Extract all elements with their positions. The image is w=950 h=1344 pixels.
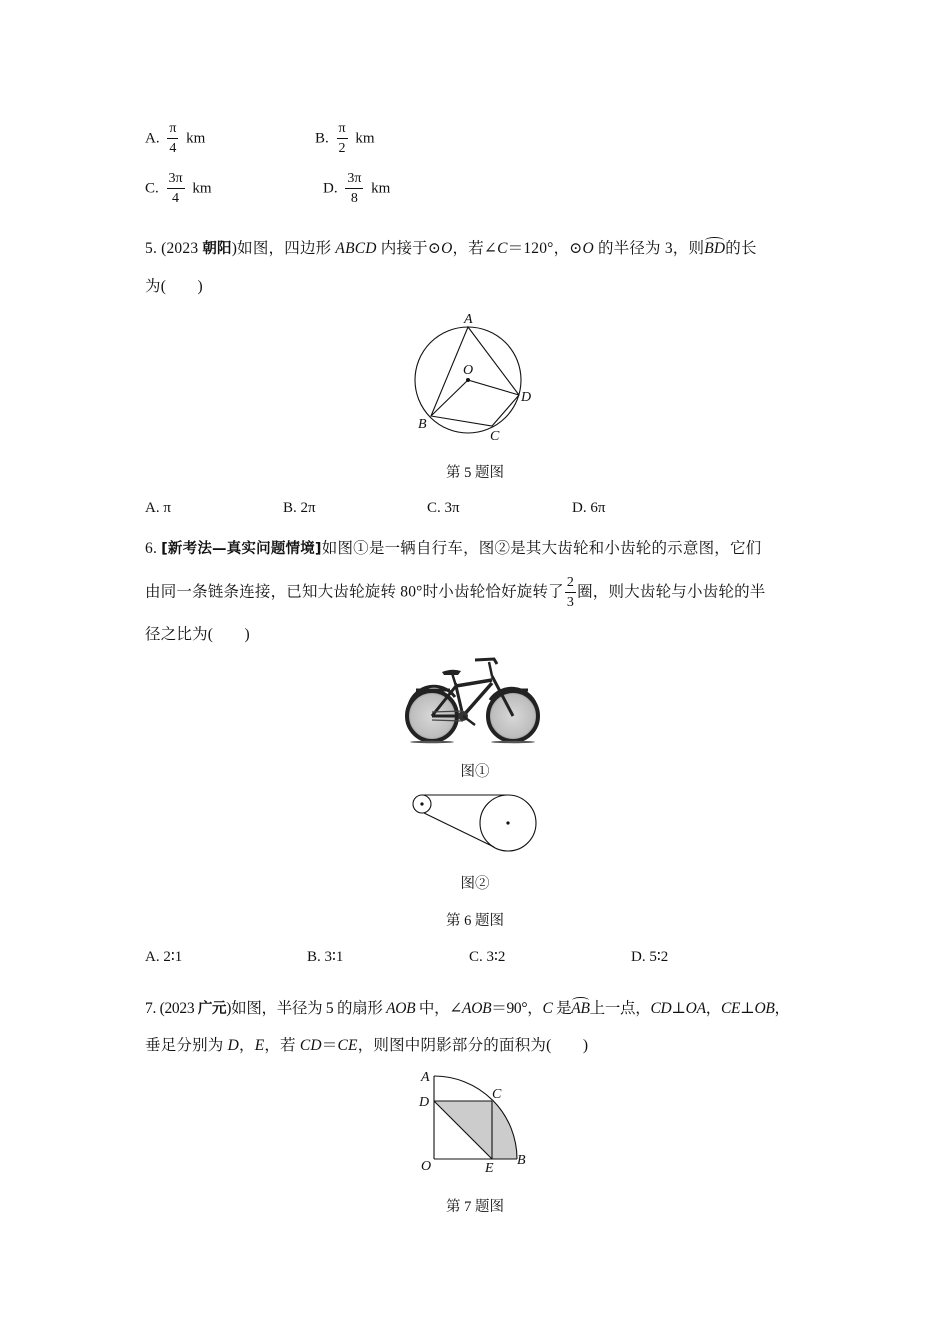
fraction: $\frac{\pi}{2}$ (338, 121, 346, 156)
label-c: C (492, 1087, 502, 1102)
q6-stem-line2: 由同一条链条连接，已知大齿轮旋转 80°时小齿轮恰好旋转了 $\frac{2}{3}$ 圈，则大齿轮与小齿轮的半 (145, 575, 766, 610)
q6-tag: [新考法—真实问题情境] (161, 541, 322, 557)
fraction: $\frac{3\pi}{4}$ (168, 171, 183, 206)
q6-option-d: D. 5∶2 (631, 949, 669, 965)
label-e: E (485, 1161, 494, 1176)
label-b: B (418, 417, 427, 432)
label-d: D (521, 390, 532, 405)
arc-bd: BD (704, 240, 726, 257)
q5-caption: 第 5 题图 (446, 465, 504, 481)
label-o: O (421, 1159, 432, 1174)
q5-figure-circle-quadrilateral (400, 305, 550, 445)
q5-stem-line2: 为( ) (145, 278, 203, 295)
q5-option-c: C. 3π (427, 500, 460, 516)
fraction: $\frac{\pi}{4}$ (169, 121, 177, 156)
q6-option-a: A. 2∶1 (145, 949, 183, 965)
fraction: $\frac{3\pi}{8}$ (347, 171, 362, 206)
arc-ab: AB (571, 1000, 590, 1017)
label-c: C (490, 429, 500, 444)
fig2-caption: 图② (460, 876, 490, 892)
q4-option-b: B. $\frac{\pi}{2}$ km (315, 121, 375, 156)
q6-option-b: B. 3∶1 (307, 949, 344, 965)
label-b: B (517, 1153, 526, 1168)
q4-option-d: D. $\frac{3\pi}{8}$ km (323, 171, 391, 206)
bicycle-image (400, 650, 550, 750)
fig1-caption: 图① (460, 764, 490, 780)
q5-option-d: D. 6π (572, 500, 606, 516)
q7-caption: 第 7 题图 (446, 1199, 504, 1215)
label-a: A (421, 1070, 430, 1085)
q6-caption: 第 6 题图 (446, 913, 504, 929)
q4-option-a: A. $\frac{\pi}{4}$ km (145, 121, 206, 156)
q6-stem-line3: 径之比为( ) (145, 626, 250, 643)
label-d: D (419, 1095, 430, 1110)
q6-option-c: C. 3∶2 (469, 949, 506, 965)
q7-figure-sector (410, 1062, 540, 1180)
q6-stem-line1: 6. [新考法—真实问题情境]如图①是一辆自行车，图②是其大齿轮和小齿轮的示意图，它们 (145, 540, 762, 557)
label-o: O (463, 363, 474, 378)
q7-stem-line1: 7. (2023 广元)如图，半径为 5 的扇形 AOB 中，∠AOB＝90°，C 是AB上一点，CD⊥OA，CE⊥OB， (145, 1000, 790, 1017)
q5-option-b: B. 2π (283, 500, 316, 516)
q5-option-a: A. π (145, 500, 171, 516)
q5-stem-line1: 5. (2023 朝阳)如图，四边形 ABCD 内接于⊙O，若∠C＝120°，⊙O 的半径为 3，则BD的长 (145, 240, 757, 257)
q4-option-c: C. $\frac{3\pi}{4}$ km (145, 171, 212, 206)
q7-stem-line2: 垂足分别为 D，E，若 CD＝CE，则图中阴影部分的面积为( ) (145, 1037, 589, 1054)
fraction-two-thirds: $\frac{2}{3}$ (566, 575, 575, 610)
label-a: A (464, 312, 473, 327)
q6-figure-gears (400, 785, 550, 855)
